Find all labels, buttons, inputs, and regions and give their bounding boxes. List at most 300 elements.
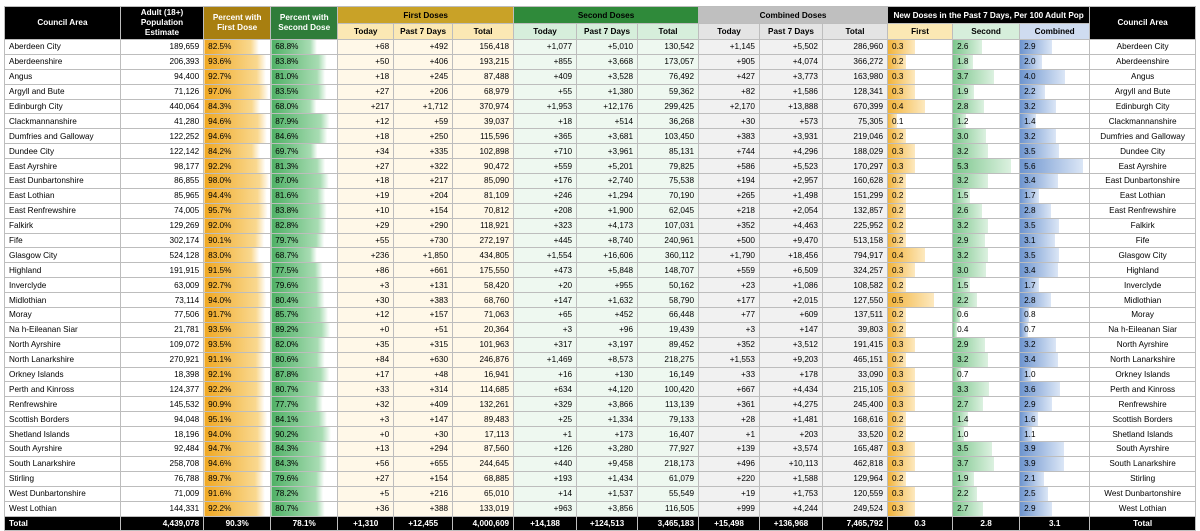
pct-second-cell: 68.7% [271, 248, 338, 263]
second-today-cell: +409 [514, 69, 577, 84]
council-area-cell: North Lanarkshire [5, 352, 121, 367]
new-first-cell [888, 337, 953, 352]
total-row [5, 516, 1196, 531]
first-past7-cell: +147 [394, 412, 453, 427]
second-today-cell: +20 [514, 278, 577, 293]
subheader-first-today: Today [338, 24, 394, 40]
first-past7-cell: +294 [394, 442, 453, 457]
new-second-cell [953, 501, 1020, 516]
new-second-cell [953, 114, 1020, 129]
council-area-right-cell: Clackmannanshire [1090, 114, 1196, 129]
combined-total-cell: 129,964 [823, 471, 888, 486]
pct-second-cell: 82.0% [271, 337, 338, 352]
table-row [5, 218, 1196, 233]
population-cell: 191,915 [120, 263, 203, 278]
new-combined-cell-value: 3.4 [1024, 355, 1036, 365]
new-first-cell-value: 0.3 [892, 384, 904, 394]
new-combined-cell [1020, 84, 1090, 99]
total-pct-second: 78.1% [271, 516, 338, 531]
new-first-cell-value: 0.4 [892, 102, 904, 111]
new-first-cell [888, 501, 953, 516]
first-past7-cell: +322 [394, 159, 453, 174]
pct-first-cell: 94.6% [204, 456, 271, 471]
combined-total-cell: 245,400 [823, 397, 888, 412]
table-row [5, 397, 1196, 412]
second-past7-cell: +130 [577, 367, 638, 382]
first-today-cell: +236 [338, 248, 394, 263]
council-area-cell: Dumfries and Galloway [5, 129, 121, 144]
new-second-cell [953, 248, 1020, 263]
second-total-cell: 36,268 [638, 114, 699, 129]
new-second-cell-value: 3.2 [957, 176, 969, 186]
new-first-cell [888, 382, 953, 397]
new-first-cell-value: 0.2 [892, 131, 904, 141]
combined-total-cell: 127,550 [823, 293, 888, 308]
new-first-cell [888, 442, 953, 457]
new-combined-cell [1020, 263, 1090, 278]
combined-today-cell: +744 [699, 144, 760, 159]
new-combined-cell-value: 3.4 [1024, 176, 1036, 186]
second-total-cell: 240,961 [638, 233, 699, 248]
combined-today-cell: +28 [699, 412, 760, 427]
new-second-cell-value: 1.9 [957, 474, 969, 484]
new-second-cell-value: 3.0 [957, 265, 969, 275]
pct-second-cell: 87.0% [271, 174, 338, 189]
population-cell: 109,072 [120, 337, 203, 352]
pct-first-cell: 89.7% [204, 471, 271, 486]
new-first-cell-value: 0.4 [892, 250, 904, 260]
pct-second-cell: 79.6% [271, 471, 338, 486]
first-total-cell: 89,483 [453, 412, 514, 427]
combined-total-cell: 191,415 [823, 337, 888, 352]
new-combined-cell-value: 3.2 [1024, 131, 1036, 141]
combined-today-cell: +352 [699, 218, 760, 233]
council-area-right-cell: East Lothian [1090, 188, 1196, 203]
new-second-cell-value: 3.7 [957, 72, 969, 82]
total-population: 4,439,078 [120, 516, 203, 531]
council-area-right-cell: Dundee City [1090, 144, 1196, 159]
new-combined-cell-value: 2.9 [1024, 399, 1036, 409]
second-past7-cell: +3,280 [577, 442, 638, 457]
first-past7-cell: +206 [394, 84, 453, 99]
first-today-cell: +36 [338, 501, 394, 516]
new-second-cell-value: 1.9 [957, 87, 969, 97]
second-total-cell: 103,450 [638, 129, 699, 144]
pct-first-cell: 91.6% [204, 486, 271, 501]
combined-total-cell: 120,559 [823, 486, 888, 501]
first-total-cell: 175,550 [453, 263, 514, 278]
population-cell: 86,855 [120, 174, 203, 189]
new-combined-cell-value: 1.6 [1024, 414, 1036, 424]
table-row [5, 293, 1196, 308]
pct-first-cell: 92.2% [204, 501, 271, 516]
first-total-cell: 133,019 [453, 501, 514, 516]
new-combined-cell [1020, 69, 1090, 84]
new-combined-cell-value: 2.2 [1024, 87, 1036, 97]
first-today-cell: +3 [338, 278, 394, 293]
new-second-cell-value: 5.3 [957, 161, 969, 171]
new-combined-cell [1020, 54, 1090, 69]
new-second-cell [953, 322, 1020, 337]
new-first-cell [888, 308, 953, 323]
first-today-cell: +68 [338, 40, 394, 55]
vaccination-table-container [4, 6, 1196, 531]
combined-past7-cell: +4,244 [760, 501, 823, 516]
combined-past7-cell: +2,054 [760, 203, 823, 218]
table-row [5, 278, 1196, 293]
second-past7-cell: +955 [577, 278, 638, 293]
council-area-right-cell: North Ayrshire [1090, 337, 1196, 352]
header-combined-doses: Combined Doses [699, 7, 888, 24]
combined-total-cell: 462,818 [823, 456, 888, 471]
pct-first-cell: 83.0% [204, 248, 271, 263]
population-cell: 129,269 [120, 218, 203, 233]
new-combined-cell-value: 4.0 [1024, 72, 1036, 82]
new-first-cell-value: 0.2 [892, 429, 904, 439]
total-first-past7: +12,455 [394, 516, 453, 531]
new-combined-cell [1020, 308, 1090, 323]
first-past7-cell: +315 [394, 337, 453, 352]
table-row [5, 129, 1196, 144]
new-second-cell-value: 0.4 [957, 325, 969, 335]
new-second-cell-value: 1.4 [957, 414, 969, 424]
pct-second-cell: 79.7% [271, 233, 338, 248]
combined-past7-cell: +1,586 [760, 84, 823, 99]
council-area-right-cell: Na h-Eileanan Siar [1090, 322, 1196, 337]
first-today-cell: +13 [338, 442, 394, 457]
new-first-cell-value: 0.2 [892, 280, 904, 290]
new-combined-cell [1020, 40, 1090, 55]
second-today-cell: +323 [514, 218, 577, 233]
pct-first-cell: 91.1% [204, 352, 271, 367]
first-past7-cell: +630 [394, 352, 453, 367]
new-first-cell-value: 0.3 [892, 489, 904, 499]
new-combined-cell-value: 3.4 [1024, 265, 1036, 275]
second-past7-cell: +3,197 [577, 337, 638, 352]
second-total-cell: 62,045 [638, 203, 699, 218]
total-second-total: 3,465,183 [638, 516, 699, 531]
second-past7-cell: +3,856 [577, 501, 638, 516]
population-cell: 524,128 [120, 248, 203, 263]
first-past7-cell: +290 [394, 218, 453, 233]
combined-today-cell: +82 [699, 84, 760, 99]
new-first-cell-value: 0.2 [892, 236, 904, 246]
first-today-cell: +18 [338, 174, 394, 189]
pct-second-cell: 84.3% [271, 456, 338, 471]
council-area-right-cell: Aberdeenshire [1090, 54, 1196, 69]
combined-total-cell: 225,952 [823, 218, 888, 233]
pct-second-cell: 83.5% [271, 84, 338, 99]
combined-past7-cell: +4,074 [760, 54, 823, 69]
header-row-1 [5, 7, 1196, 24]
second-total-cell: 55,549 [638, 486, 699, 501]
new-second-cell-value: 3.7 [957, 459, 969, 469]
new-first-cell [888, 69, 953, 84]
pct-first-cell: 93.5% [204, 322, 271, 337]
second-today-cell: +1,554 [514, 248, 577, 263]
population-cell: 94,400 [120, 69, 203, 84]
second-today-cell: +634 [514, 382, 577, 397]
second-total-cell: 89,452 [638, 337, 699, 352]
second-past7-cell: +3,866 [577, 397, 638, 412]
first-total-cell: 370,974 [453, 99, 514, 114]
council-area-right-cell: Edinburgh City [1090, 99, 1196, 114]
first-total-cell: 85,090 [453, 174, 514, 189]
first-today-cell: +56 [338, 456, 394, 471]
combined-total-cell: 794,917 [823, 248, 888, 263]
pct-first-cell: 84.2% [204, 144, 271, 159]
new-first-cell [888, 233, 953, 248]
new-combined-cell-value: 1.1 [1024, 429, 1036, 439]
new-first-cell [888, 397, 953, 412]
combined-today-cell: +30 [699, 114, 760, 129]
new-second-cell [953, 233, 1020, 248]
council-area-cell: Edinburgh City [5, 99, 121, 114]
combined-today-cell: +352 [699, 337, 760, 352]
new-second-cell-value: 3.2 [957, 355, 969, 365]
new-combined-cell [1020, 367, 1090, 382]
first-total-cell: 102,898 [453, 144, 514, 159]
combined-past7-cell: +3,512 [760, 337, 823, 352]
first-today-cell: +34 [338, 144, 394, 159]
new-first-cell [888, 40, 953, 55]
first-today-cell: +12 [338, 114, 394, 129]
new-first-cell [888, 114, 953, 129]
new-first-cell [888, 54, 953, 69]
new-first-cell [888, 144, 953, 159]
population-cell: 145,532 [120, 397, 203, 412]
second-today-cell: +208 [514, 203, 577, 218]
combined-today-cell: +383 [699, 129, 760, 144]
pct-first-cell: 97.0% [204, 84, 271, 99]
council-area-cell: South Lanarkshire [5, 456, 121, 471]
new-second-cell [953, 293, 1020, 308]
combined-today-cell: +265 [699, 188, 760, 203]
population-cell: 73,114 [120, 293, 203, 308]
second-total-cell: 16,407 [638, 427, 699, 442]
new-first-cell [888, 99, 953, 114]
second-past7-cell: +3,528 [577, 69, 638, 84]
second-today-cell: +445 [514, 233, 577, 248]
pct-first-cell: 94.0% [204, 293, 271, 308]
population-cell: 41,280 [120, 114, 203, 129]
first-total-cell: 246,876 [453, 352, 514, 367]
new-second-cell-value: 2.7 [957, 399, 969, 409]
new-combined-cell-value: 1.4 [1024, 116, 1036, 126]
council-area-cell: Aberdeen City [5, 40, 121, 55]
combined-today-cell: +177 [699, 293, 760, 308]
new-second-cell [953, 382, 1020, 397]
pct-first-cell: 94.6% [204, 129, 271, 144]
first-past7-cell: +655 [394, 456, 453, 471]
second-today-cell: +559 [514, 159, 577, 174]
first-past7-cell: +59 [394, 114, 453, 129]
new-first-cell-value: 0.2 [892, 57, 904, 67]
new-second-cell [953, 144, 1020, 159]
council-area-cell: Clackmannanshire [5, 114, 121, 129]
population-cell: 21,781 [120, 322, 203, 337]
new-first-cell-value: 0.2 [892, 206, 904, 216]
new-second-cell [953, 54, 1020, 69]
pct-second-cell: 80.7% [271, 501, 338, 516]
new-combined-cell [1020, 203, 1090, 218]
header-council-area: Council Area [5, 7, 121, 40]
table-row [5, 159, 1196, 174]
combined-past7-cell: +1,588 [760, 471, 823, 486]
new-second-cell [953, 159, 1020, 174]
combined-past7-cell: +3,574 [760, 442, 823, 457]
council-area-right-cell: Aberdeen City [1090, 40, 1196, 55]
new-combined-cell [1020, 233, 1090, 248]
first-today-cell: +12 [338, 308, 394, 323]
council-area-cell: West Dunbartonshire [5, 486, 121, 501]
population-cell: 124,377 [120, 382, 203, 397]
second-total-cell: 77,927 [638, 442, 699, 457]
total-second-today: +14,188 [514, 516, 577, 531]
combined-past7-cell: +9,470 [760, 233, 823, 248]
first-past7-cell: +492 [394, 40, 453, 55]
new-first-cell [888, 427, 953, 442]
new-combined-cell-value: 0.7 [1024, 325, 1036, 335]
pct-second-cell: 84.1% [271, 412, 338, 427]
second-total-cell: 130,542 [638, 40, 699, 55]
pct-first-cell: 90.9% [204, 397, 271, 412]
first-past7-cell: +131 [394, 278, 453, 293]
council-area-cell: Glasgow City [5, 248, 121, 263]
combined-past7-cell: +1,753 [760, 486, 823, 501]
first-today-cell: +27 [338, 84, 394, 99]
population-cell: 270,921 [120, 352, 203, 367]
second-past7-cell: +3,668 [577, 54, 638, 69]
second-total-cell: 116,505 [638, 501, 699, 516]
new-first-cell [888, 188, 953, 203]
council-area-cell: East Renfrewshire [5, 203, 121, 218]
pct-second-cell: 68.8% [271, 40, 338, 55]
new-first-cell-value: 0.3 [892, 459, 904, 469]
population-cell: 77,506 [120, 308, 203, 323]
combined-total-cell: 33,520 [823, 427, 888, 442]
new-second-cell [953, 442, 1020, 457]
first-total-cell: 58,420 [453, 278, 514, 293]
second-total-cell: 16,149 [638, 367, 699, 382]
new-first-cell-value: 0.5 [892, 295, 904, 305]
table-row [5, 337, 1196, 352]
pct-second-cell: 68.0% [271, 99, 338, 114]
first-past7-cell: +154 [394, 471, 453, 486]
second-past7-cell: +173 [577, 427, 638, 442]
second-today-cell: +1,953 [514, 99, 577, 114]
combined-total-cell: 33,090 [823, 367, 888, 382]
council-area-right-cell: Dumfries and Galloway [1090, 129, 1196, 144]
second-past7-cell: +96 [577, 322, 638, 337]
second-today-cell: +473 [514, 263, 577, 278]
first-past7-cell: +157 [394, 308, 453, 323]
second-today-cell: +246 [514, 188, 577, 203]
total-first-today: +1,310 [338, 516, 394, 531]
first-today-cell: +55 [338, 233, 394, 248]
council-area-right-cell: East Ayrshire [1090, 159, 1196, 174]
combined-total-cell: 170,297 [823, 159, 888, 174]
second-today-cell: +14 [514, 486, 577, 501]
subheader-second-today: Today [514, 24, 577, 40]
combined-past7-cell: +2,957 [760, 174, 823, 189]
first-total-cell: 434,805 [453, 248, 514, 263]
population-cell: 92,484 [120, 442, 203, 457]
combined-past7-cell: +5,502 [760, 40, 823, 55]
new-second-cell-value: 2.8 [957, 102, 969, 111]
council-area-cell: Fife [5, 233, 121, 248]
new-first-cell-value: 0.3 [892, 72, 904, 82]
pct-second-cell: 77.7% [271, 397, 338, 412]
first-today-cell: +18 [338, 129, 394, 144]
new-first-cell [888, 367, 953, 382]
new-combined-cell [1020, 471, 1090, 486]
second-past7-cell: +12,176 [577, 99, 638, 114]
combined-total-cell: 132,857 [823, 203, 888, 218]
total-pct-first: 90.3% [204, 516, 271, 531]
combined-past7-cell: +4,463 [760, 218, 823, 233]
first-total-cell: 68,760 [453, 293, 514, 308]
new-first-cell [888, 293, 953, 308]
new-second-cell-value: 2.9 [957, 236, 969, 246]
new-combined-cell [1020, 144, 1090, 159]
combined-today-cell: +33 [699, 367, 760, 382]
pct-second-cell: 81.3% [271, 159, 338, 174]
first-today-cell: +10 [338, 203, 394, 218]
subheader-combined-past7: Past 7 Days [760, 24, 823, 40]
table-row [5, 412, 1196, 427]
new-combined-cell [1020, 486, 1090, 501]
table-row [5, 40, 1196, 55]
new-combined-cell [1020, 218, 1090, 233]
new-combined-cell-value: 3.9 [1024, 459, 1036, 469]
pct-first-cell: 94.7% [204, 442, 271, 457]
pct-second-cell: 89.2% [271, 322, 338, 337]
new-combined-cell [1020, 278, 1090, 293]
new-combined-cell-value: 2.8 [1024, 206, 1036, 216]
population-cell: 440,064 [120, 99, 203, 114]
second-today-cell: +16 [514, 367, 577, 382]
header-pct-first: Percent with First Dose [204, 7, 271, 40]
combined-today-cell: +3 [699, 322, 760, 337]
council-area-right-cell: Highland [1090, 263, 1196, 278]
table-body [5, 40, 1196, 517]
second-past7-cell: +452 [577, 308, 638, 323]
second-total-cell: 70,190 [638, 188, 699, 203]
new-combined-cell-value: 3.5 [1024, 221, 1036, 231]
new-second-cell [953, 84, 1020, 99]
combined-past7-cell: +1,498 [760, 188, 823, 203]
pct-second-cell: 83.8% [271, 54, 338, 69]
first-today-cell: +217 [338, 99, 394, 114]
table-row [5, 203, 1196, 218]
council-area-cell: Falkirk [5, 218, 121, 233]
new-combined-cell [1020, 293, 1090, 308]
second-total-cell: 100,420 [638, 382, 699, 397]
council-area-right-cell: Angus [1090, 69, 1196, 84]
total-second-past7: +124,513 [577, 516, 638, 531]
new-second-cell [953, 203, 1020, 218]
first-total-cell: 39,037 [453, 114, 514, 129]
second-past7-cell: +4,120 [577, 382, 638, 397]
new-first-cell-value: 0.2 [892, 414, 904, 424]
new-second-cell [953, 486, 1020, 501]
combined-past7-cell: +4,275 [760, 397, 823, 412]
council-area-cell: Na h-Eileanan Siar [5, 322, 121, 337]
second-today-cell: +147 [514, 293, 577, 308]
subheader-first-past7: Past 7 Days [394, 24, 453, 40]
pct-second-cell: 85.7% [271, 308, 338, 323]
